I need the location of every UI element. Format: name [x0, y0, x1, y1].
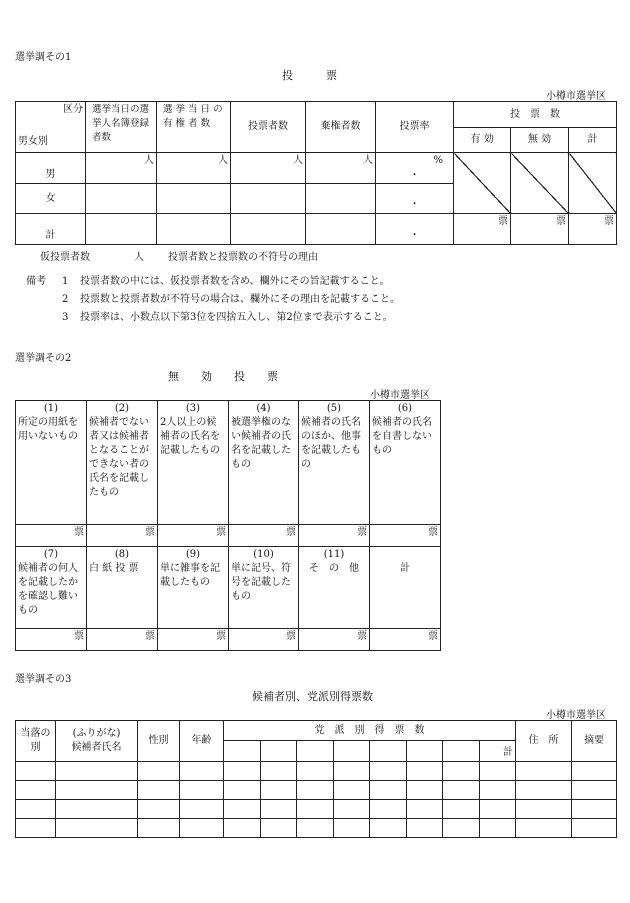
turnout-header: 投票率	[376, 102, 454, 153]
votes-header: 投 票 数	[454, 102, 617, 128]
total-diag	[569, 153, 617, 214]
invalid-reason-9: (9) 単に雑事を記載したもの	[158, 547, 229, 629]
invalid-reason-11: (11) そ の 他	[299, 547, 370, 629]
invalid-reason-7: (7) 候補者の何人を記載したかを確認し難いもの	[16, 547, 87, 629]
invalid-reason-5: (5) 候補者の氏名のほか、他事を記載したもの	[299, 401, 370, 525]
invalid-reason-10: (10) 単に記号、符号を記載したもの	[229, 547, 299, 629]
kubun-header: 区分 男女別	[16, 102, 86, 153]
address-header: 住 所	[516, 721, 572, 762]
registered-header: 選挙当日の選挙人名簿登録者数	[86, 102, 157, 153]
invalid-reason-3: (3) 2人以上の候補者の氏名を記載したもの	[158, 401, 229, 525]
provisional-unit: 人	[134, 252, 144, 263]
invalid-reason-8: (8) 白 紙 投 票	[87, 547, 158, 629]
invalid-reason-6: (6) 候補者の氏名を自書しないもの	[370, 401, 441, 525]
invalid-reason-1: (1) 所定の用紙を用いないもの	[16, 401, 87, 525]
section2-title: 無 効 投 票	[168, 370, 278, 383]
name-header: (ふりがな) 候補者氏名	[56, 721, 138, 762]
note-2-num: 2	[62, 294, 69, 305]
valid-diag	[454, 153, 511, 214]
sex-header: 性別	[138, 721, 180, 762]
row-female: 女	[16, 184, 86, 214]
section1-title: 投 票	[282, 69, 337, 82]
turnout-female: ・	[376, 184, 454, 214]
eligible-header: 選 挙 当 日 の 有 権 者 数	[157, 102, 231, 153]
note-2: 投票数と投票者数が不符号の場合は、欄外にその理由を記載すること。	[80, 294, 400, 305]
section2-label: 選挙調その2	[15, 353, 72, 364]
table-row	[16, 762, 617, 781]
table-row	[16, 781, 617, 800]
summary-header: 摘要	[572, 721, 617, 762]
section2-district: 小樽市選挙区	[370, 390, 430, 401]
row-total: 計	[16, 214, 86, 245]
section3-title: 候補者別、党派別得票数	[252, 690, 373, 703]
vote-table: 区分 男女別 選挙当日の選挙人名簿登録者数 選 挙 当 日 の 有 権 者 数 投票者数 棄権者数 投票率 投 票 数 有 効 無 効 計 男 人 人 人 人 % ・ 女 ・ 計 ・ 票 票 票	[15, 101, 617, 245]
note-3: 投票率は、小数点以下第3位を四捨五入し、第2位まで表示すること。	[80, 312, 393, 323]
section3-label: 選挙調その3	[15, 674, 72, 685]
invalid-diag	[511, 153, 569, 214]
tourakubetsu-header: 当落の別	[16, 721, 56, 762]
party-header: 党 派 別 得 票 数	[224, 721, 516, 741]
party-total-header: 計	[480, 741, 516, 762]
total-header: 計	[569, 128, 617, 153]
table-row	[16, 800, 617, 819]
section1-district: 小樽市選挙区	[546, 91, 606, 102]
note-3-num: 3	[62, 312, 69, 323]
abstain-header: 棄権者数	[306, 102, 376, 153]
invalid-reason-4: (4) 被選挙権のない候補者の氏名を記載したもの	[229, 401, 299, 525]
note-1-num: 1	[62, 276, 69, 287]
voters-header: 投票者数	[231, 102, 306, 153]
notes-label: 備考	[26, 276, 46, 287]
invalid-vote-table: (1) 所定の用紙を用いないもの (2) 候補者でない者又は候補者となることができない者の氏名を記載したもの (3) 2人以上の候補者の氏名を記載したもの (4) 被選挙権のない候補者の氏名を記載したもの (5) 候補者の氏名のほか、他事を記載したもの (6) 候補者の氏名を自書しないもの 票 票 票 票 票 票 (7) 候補者の何人を記載したかを確認し難いもの (8) 白 紙 投 票 (9) 単に雑事を記載したもの (10) 単に記号、符号を記載したもの (11) そ の 他 計 票 票 票 票 票 票	[15, 400, 441, 651]
age-header: 年齢	[180, 721, 224, 762]
invalid-header: 無 効	[511, 128, 569, 153]
mismatch-reason: 投票者数と投票数の不符号の理由	[168, 252, 318, 263]
invalid-total: 計	[370, 547, 441, 629]
candidate-table	[15, 720, 617, 838]
table-row	[16, 819, 617, 838]
section3-district: 小樽市選挙区	[546, 710, 606, 721]
turnout-male: % ・	[376, 153, 454, 184]
valid-header: 有 効	[454, 128, 511, 153]
note-1: 投票者数の中には、仮投票者数を含め、欄外にその旨記載すること。	[80, 276, 390, 287]
invalid-reason-2: (2) 候補者でない者又は候補者となることができない者の氏名を記載したもの	[87, 401, 158, 525]
section1-label: 選挙調その1	[15, 52, 72, 63]
row-male: 男	[16, 153, 86, 184]
provisional-label: 仮投票者数	[40, 252, 90, 263]
turnout-total: ・	[376, 214, 454, 245]
